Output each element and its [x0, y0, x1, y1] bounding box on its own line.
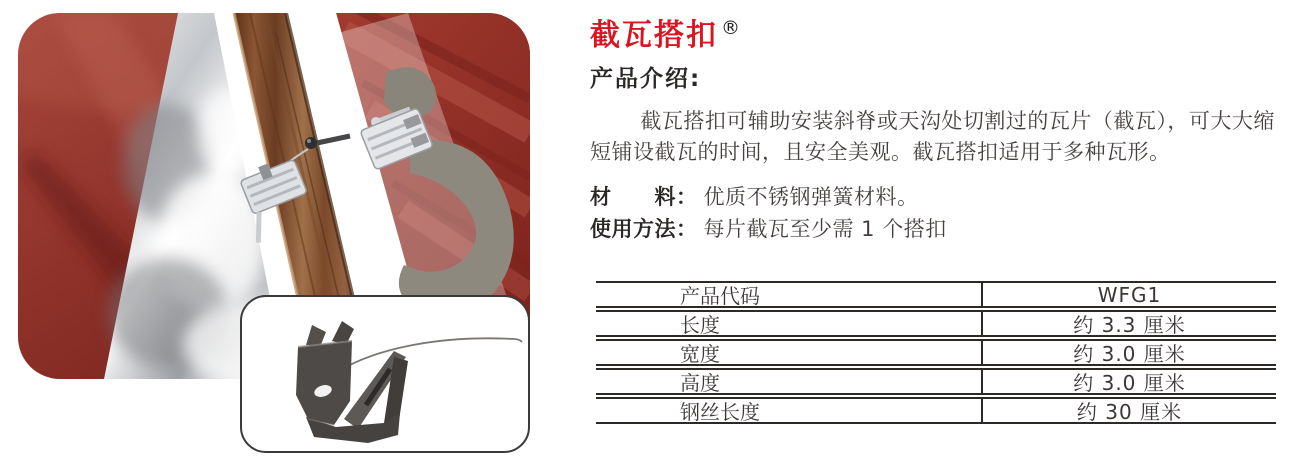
table-row: [596, 368, 1276, 395]
table-row: [596, 397, 1276, 424]
section-heading: 产品介绍:: [590, 66, 702, 92]
material-label: 材 料：: [590, 185, 698, 209]
usage-label: 使用方法：: [590, 217, 698, 241]
clip-illustration: [242, 297, 528, 451]
spec-value-cell: 约 3.0 厘米: [1073, 342, 1186, 366]
clip-closeup-inset: [240, 295, 530, 453]
table-row: [596, 310, 1276, 337]
spec-name-cell: 产品代码: [596, 283, 983, 306]
usage-value: 每片截瓦至少需 1 个搭扣: [703, 217, 947, 241]
material-line: [590, 181, 919, 211]
product-description: 截瓦搭扣可辅助安装斜脊或天沟处切割过的瓦片（截瓦），可大大缩短铺设截瓦的时间，且安全美观。截瓦搭扣适用于多种瓦形。: [590, 109, 1275, 164]
spec-value-cell: WFG1: [1097, 282, 1162, 307]
spec-name-cell: 长度: [596, 312, 983, 335]
table-row: [596, 281, 1276, 308]
product-title: 截瓦搭扣: [590, 18, 718, 53]
spec-table: [596, 281, 1276, 424]
material-value: 优质不锈钢弹簧材料。: [703, 185, 919, 209]
registered-mark: ®: [721, 17, 740, 39]
spec-value-cell: 约 30 厘米: [1076, 400, 1183, 424]
spec-name-cell: 钢丝长度: [596, 399, 983, 422]
spec-name-cell: 宽度: [596, 341, 983, 364]
table-row: [596, 339, 1276, 366]
spec-name-cell: 高度: [596, 370, 983, 393]
clip-body: [296, 321, 408, 443]
spec-value-cell: 约 3.0 厘米: [1073, 371, 1186, 395]
spec-value-cell: 约 3.3 厘米: [1073, 313, 1186, 337]
clip-wire: [346, 338, 522, 367]
usage-line: [590, 213, 947, 243]
product-title-row: [590, 10, 740, 54]
